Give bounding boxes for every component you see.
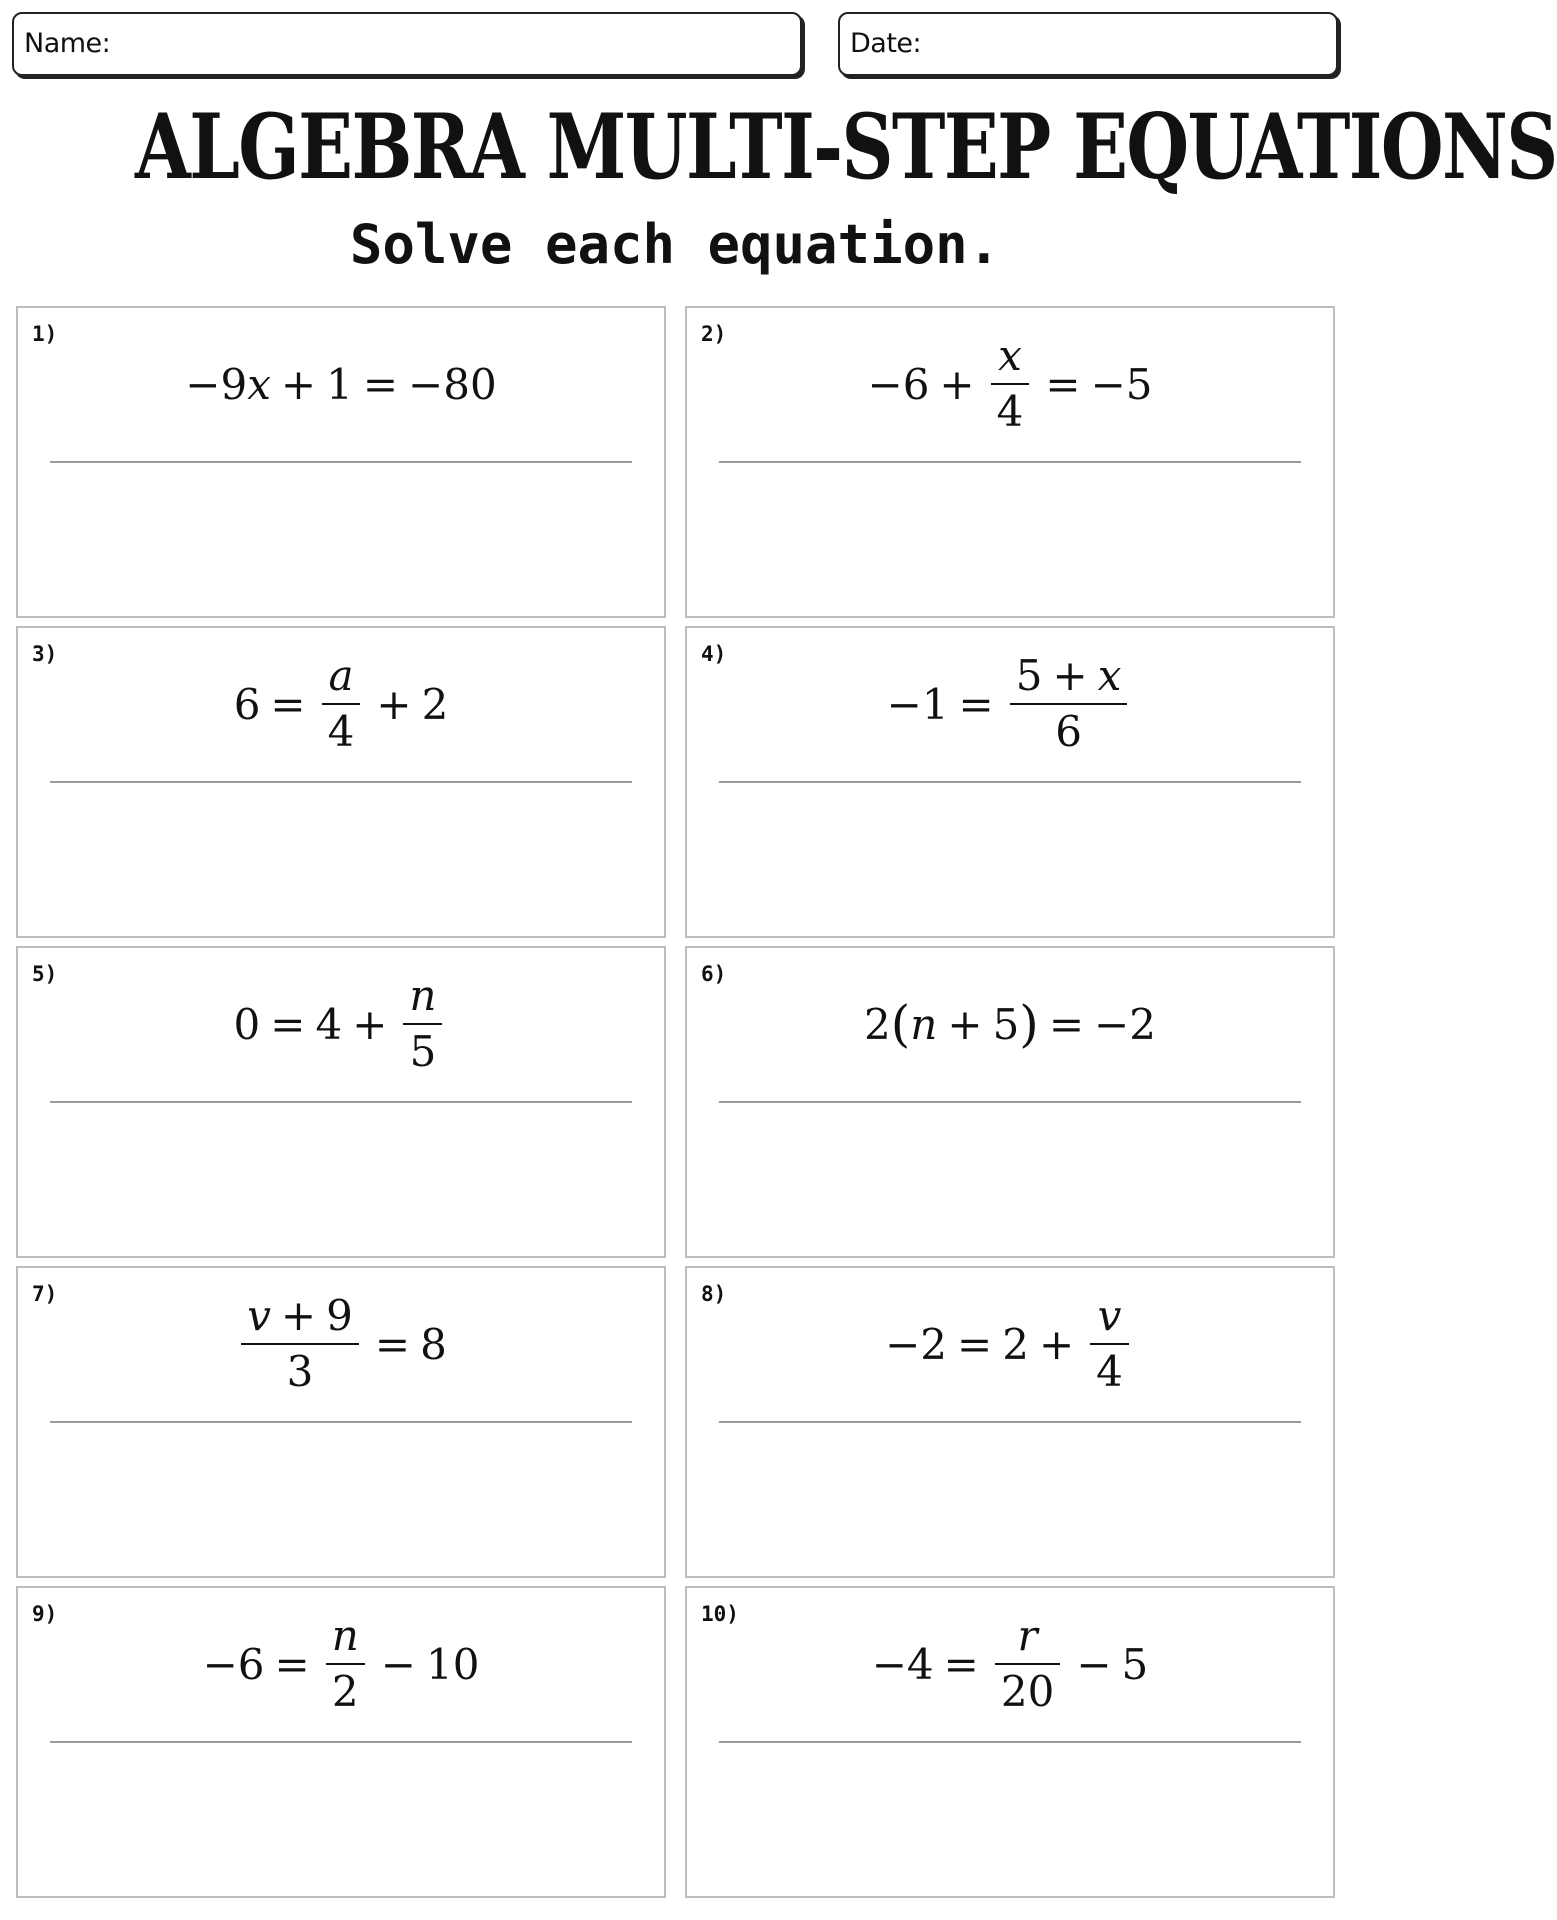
fraction [991, 329, 1030, 439]
equation [687, 651, 1333, 756]
equals-sign: = [943, 1639, 979, 1689]
problem-number: 10) [701, 1602, 739, 1626]
problem-number: 3) [32, 642, 58, 666]
constant: 4 [315, 999, 343, 1049]
denominator: 20 [1000, 1667, 1055, 1716]
operator: + [280, 1291, 317, 1340]
date-field[interactable] [838, 12, 1338, 76]
fraction [326, 1609, 365, 1719]
answer-line[interactable] [719, 781, 1301, 783]
problem-number: 6) [701, 962, 727, 986]
worksheet-instructions: Solve each equation. [349, 213, 1001, 276]
constant: 1 [326, 359, 353, 409]
answer-line[interactable] [719, 1741, 1301, 1743]
rhs-value: −5 [1090, 359, 1153, 409]
equation [687, 331, 1333, 436]
operator: + [939, 359, 975, 409]
numerator-term: 9 [326, 1291, 353, 1340]
problem-box [16, 1586, 666, 1898]
denominator: 6 [1055, 707, 1082, 756]
denominator: 3 [286, 1347, 314, 1396]
equation [687, 1291, 1333, 1396]
problem-number: 7) [32, 1282, 58, 1306]
fraction [995, 1609, 1060, 1719]
fraction [241, 1289, 359, 1399]
lhs-value: −1 [886, 679, 949, 729]
equation [18, 971, 664, 1076]
fraction [1010, 649, 1128, 759]
equals-sign: = [958, 679, 994, 729]
rhs-value: 8 [420, 1319, 447, 1369]
operator: + [376, 679, 412, 729]
numerator: a [328, 651, 354, 700]
denominator: 4 [1096, 1347, 1123, 1396]
problem-box [16, 946, 666, 1258]
lhs-value: −2 [885, 1319, 948, 1369]
equals-sign: = [274, 1639, 310, 1689]
close-paren: ) [1019, 995, 1039, 1053]
problem-box [685, 626, 1335, 938]
answer-line[interactable] [50, 461, 632, 463]
lhs-value: 6 [233, 679, 261, 729]
equals-sign: = [957, 1319, 993, 1369]
equation [687, 976, 1333, 1072]
numerator [241, 1289, 359, 1343]
answer-line[interactable] [50, 1421, 632, 1423]
coefficient: −9 [185, 359, 248, 409]
answer-line[interactable] [50, 781, 632, 783]
variable: n [910, 999, 938, 1049]
problem-box [685, 1266, 1335, 1578]
answer-line[interactable] [719, 461, 1301, 463]
numerator: x [998, 331, 1022, 380]
problem-number: 1) [32, 322, 58, 346]
worksheet-title: ALGEBRA MULTI-STEP EQUATIONS [135, 94, 1557, 200]
denominator: 5 [409, 1027, 437, 1076]
answer-line[interactable] [719, 1101, 1301, 1103]
rhs-value: 5 [1121, 1639, 1149, 1689]
numerator-term: 5 [1015, 651, 1043, 700]
date-label: Date: [850, 28, 922, 59]
fraction [403, 969, 442, 1079]
problem-number: 4) [701, 642, 727, 666]
problem-box [16, 306, 666, 618]
numerator [1010, 649, 1128, 703]
rhs-value: −2 [1094, 999, 1156, 1049]
problem-box [16, 1266, 666, 1578]
lhs-value: 0 [233, 999, 261, 1049]
operator: + [1038, 1319, 1075, 1369]
equation [18, 1611, 664, 1716]
numerator: v [1097, 1291, 1122, 1340]
problem-box [685, 306, 1335, 618]
rhs-value: −80 [408, 359, 497, 409]
operator: − [1076, 1639, 1112, 1689]
equals-sign: = [362, 359, 399, 409]
problem-number: 8) [701, 1282, 727, 1306]
problem-box [685, 1586, 1335, 1898]
equals-sign: = [1045, 359, 1081, 409]
equation [18, 1291, 664, 1396]
denominator: 2 [331, 1667, 359, 1716]
equals-sign: = [270, 679, 306, 729]
problem-number: 9) [32, 1602, 58, 1626]
numerator: r [1017, 1611, 1038, 1660]
fraction [322, 649, 361, 759]
problem-box [685, 946, 1335, 1258]
equals-sign: = [374, 1319, 411, 1369]
operator: − [380, 1639, 416, 1689]
name-field[interactable] [12, 12, 802, 76]
denominator: 4 [327, 707, 355, 756]
rhs-value: 10 [425, 1639, 480, 1689]
problem-number: 2) [701, 322, 727, 346]
problem-box [16, 626, 666, 938]
numerator: n [331, 1611, 359, 1660]
name-label: Name: [24, 28, 111, 59]
operator: + [280, 359, 317, 409]
variable: x [247, 359, 271, 409]
equals-sign: = [270, 999, 306, 1049]
numerator: n [409, 971, 437, 1020]
lhs-value: −6 [867, 359, 930, 409]
rhs-value: 2 [421, 679, 449, 729]
problem-number: 5) [32, 962, 58, 986]
denominator: 4 [996, 387, 1024, 436]
equation [18, 336, 664, 432]
constant: 5 [992, 999, 1020, 1049]
answer-line[interactable] [50, 1101, 632, 1103]
problem-grid [16, 306, 1336, 1898]
open-paren: ( [890, 995, 911, 1053]
numerator-variable: x [1097, 651, 1122, 700]
answer-line[interactable] [719, 1421, 1301, 1423]
operator: + [1052, 651, 1088, 700]
answer-line[interactable] [50, 1741, 632, 1743]
fraction [1090, 1289, 1129, 1399]
equals-sign: = [1048, 999, 1085, 1049]
operator: + [947, 999, 983, 1049]
constant: 2 [1002, 1319, 1029, 1369]
lhs-value: −4 [871, 1639, 934, 1689]
lhs-value: −6 [202, 1639, 265, 1689]
equation [18, 651, 664, 756]
numerator-variable: v [247, 1291, 271, 1340]
coefficient: 2 [864, 999, 891, 1049]
operator: + [352, 999, 388, 1049]
